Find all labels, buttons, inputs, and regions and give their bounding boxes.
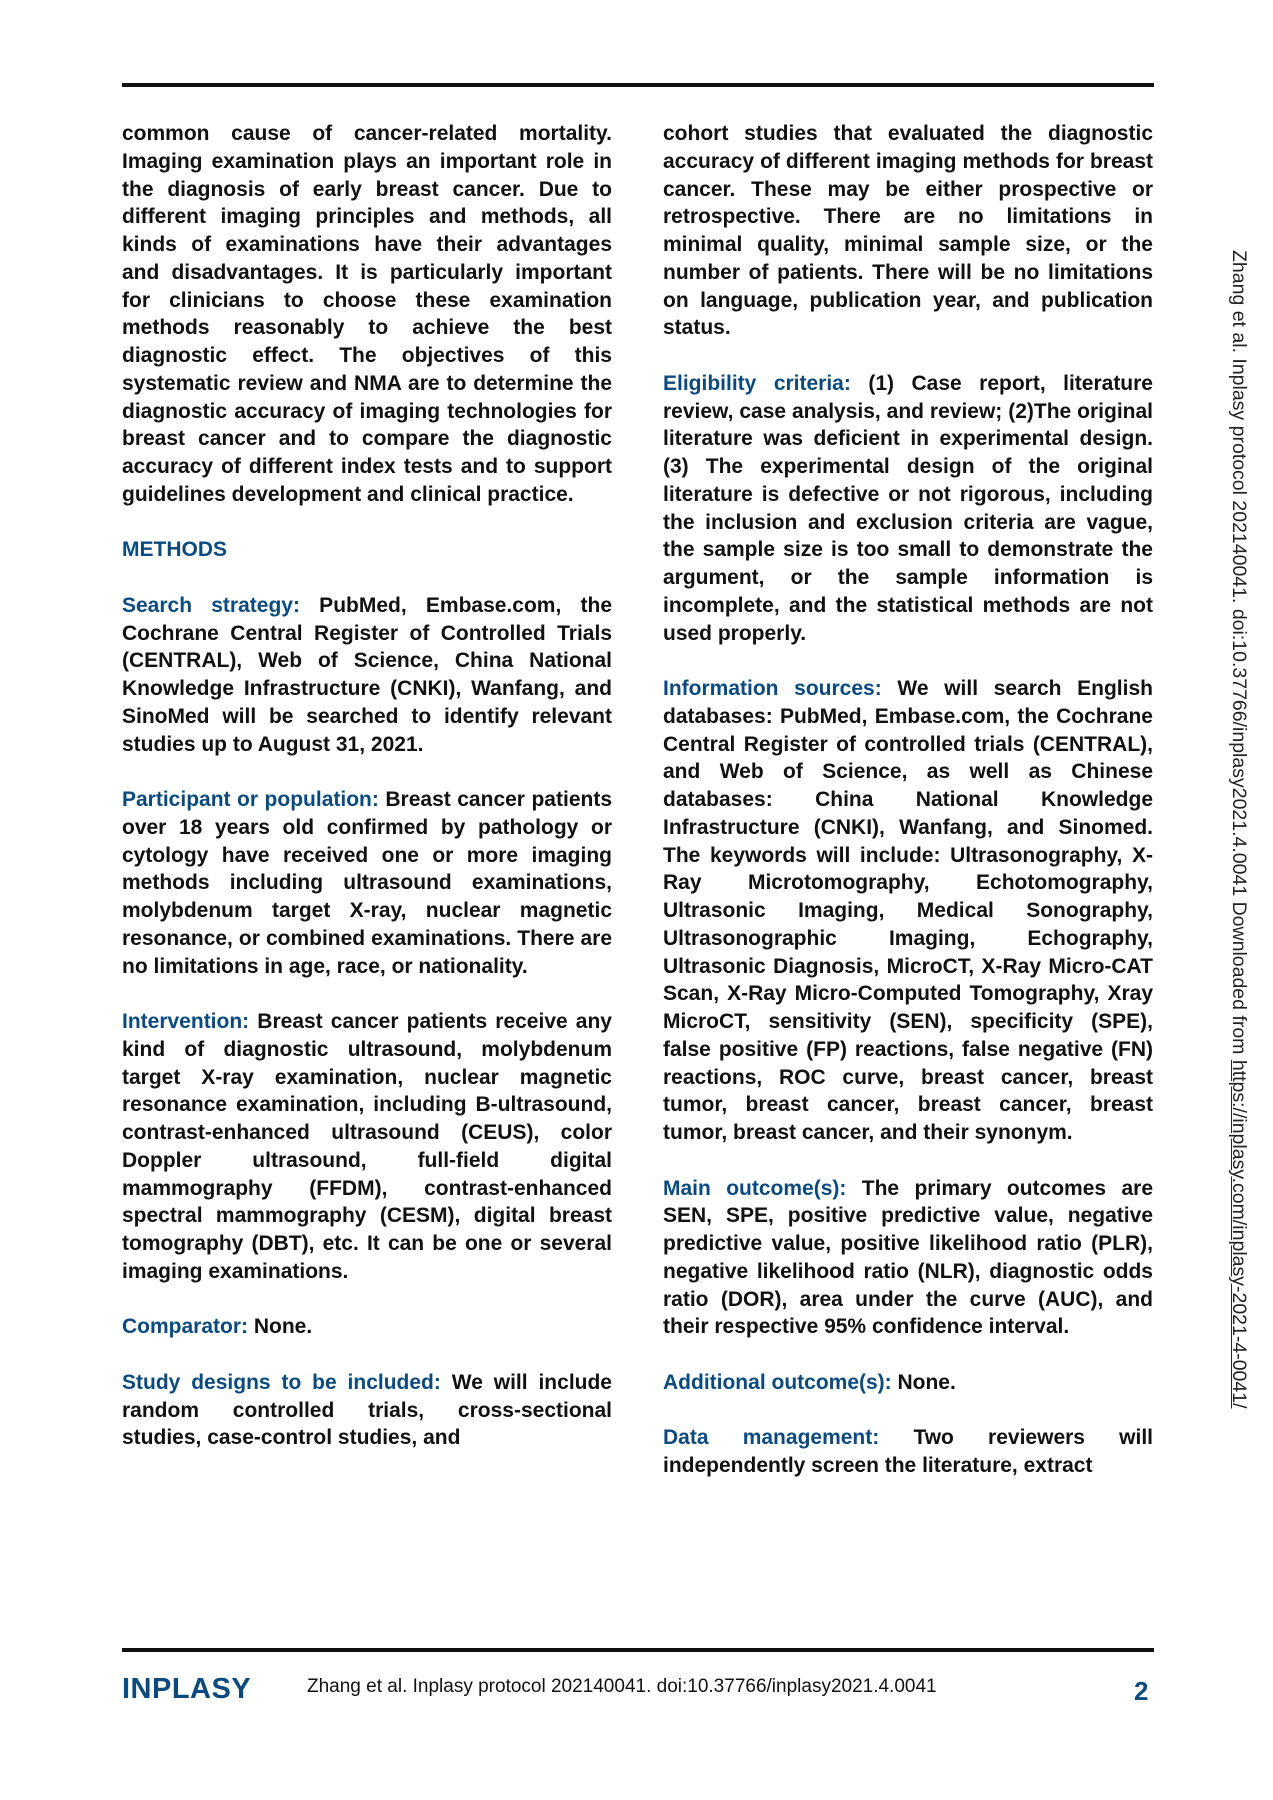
continuation-paragraph: cohort studies that evaluated the diagnostic accuracy of different imaging methods for breast cancer. These may be either prospective or retrospective. There are no limitations in minimal quality, minimal sample size, or the number of patients. There will be no limitations on language, publication year, and publication status. xyxy=(663,122,1153,340)
section-main-outcomes xyxy=(663,1175,1153,1342)
section-information-sources xyxy=(663,675,1153,1147)
footer-citation: Zhang et al. Inplasy protocol 202140041. doi:10.37766/inplasy2021.4.0041 xyxy=(307,1676,937,1697)
page-number: 2 xyxy=(1134,1676,1149,1706)
section-label: Comparator: xyxy=(122,1315,249,1339)
header-rule xyxy=(122,83,1154,87)
section-label: Intervention: xyxy=(122,1010,250,1033)
section-text: Two reviewers will independently screen the literature, extract xyxy=(663,1426,1153,1477)
section-text: The primary outcomes are SEN, SPE, positive predictive value, negative predictive value, positive likelihood ratio (PLR), negative likelihood ratio (NLR), diagnostic odds ratio (DOR), area under the curve (AUC), and their respective 95% confidence interval. xyxy=(663,1176,1153,1339)
section-text: We will search English databases: PubMed, Embase.com, the Cochrane Central Register of controlled trials (CENTRAL), and Web of Science, as well as Chinese databases: China National Knowledge Infrastructure (CNKI), Wanfang, and Sinomed. The keywords will include: Ultrasonography, X-Ray Microtomography, Echotomography, Ultrasonic Imaging, Medical Sonography, Ultrasonographic Imaging, Echography, Ultrasonic Diagnosis, MicroCT, X-Ray Micro-CAT Scan, X-Ray Micro-Computed Tomography, Xray MicroCT, sensitivity (SEN), specificity (SPE), false positive (FP) reactions, false negative (FN) reactions, ROC curve, breast cancer, breast tumor, breast cancer, breast cancer, breast tumor, breast cancer, and their synonym. xyxy=(663,677,1153,1144)
section-label: Eligibility criteria: xyxy=(663,371,851,395)
section-text: PubMed, Embase.com, the Cochrane Central Register of Controlled Trials (CENTRAL), Web of Science, China National Knowledge Infrastructure (CNKI), Wanfang, and SinoMed will be searched to identify relevant studies up to August 31, 2021. xyxy=(122,593,612,756)
section-eligibility xyxy=(663,370,1153,648)
methods-heading: METHODS xyxy=(122,538,227,562)
right-column xyxy=(663,120,1153,1508)
left-column xyxy=(122,120,612,1480)
section-text: Breast cancer patients receive any kind of diagnostic ultrasound, molybdenum target X-ray examination, nuclear magnetic resonance examination, including B-ultrasound, contrast-enhanced ultrasound (CEUS), color Doppler ultrasound, full-field digital mammography (FFDM), contrast-enhanced spectral mammography (CESM), digital breast tomography (DBT), etc. It can be one or several imaging examinations. xyxy=(122,1010,612,1283)
section-label: Search strategy: xyxy=(122,593,300,617)
section-text: None. xyxy=(248,1315,313,1339)
section-label: Information sources: xyxy=(663,677,882,700)
section-search-strategy xyxy=(122,592,612,759)
section-label: Participant or population: xyxy=(122,788,379,811)
section-label: Data management: xyxy=(663,1426,880,1450)
footer-brand-logo: INPLASY xyxy=(122,1673,252,1705)
section-label: Study designs to be included: xyxy=(122,1370,441,1394)
section-additional-outcomes xyxy=(663,1369,1153,1397)
section-study-designs xyxy=(122,1369,612,1452)
section-text: Breast cancer patients over 18 years old confirmed by pathology or cytology have received one or more imaging methods including ultrasound examinations, molybdenum target X-ray, nuclear magnetic resonance, or combined examinations. There are no limitations in age, race, or nationality. xyxy=(122,788,612,978)
section-text: None. xyxy=(891,1370,956,1394)
section-label: Main outcome(s): xyxy=(663,1176,847,1200)
section-text: (1) Case report, literature review, case analysis, and review; (2)The original literature was deficient in experimental design. (3) The experimental design of the original literature is defective or not rigorous, including the inclusion and exclusion criteria are vague, the sample size is too small to demonstrate the argument, or the sample information is incomplete, and the statistical methods are not used properly. xyxy=(663,371,1153,645)
footer-rule xyxy=(122,1648,1154,1652)
section-comparator xyxy=(122,1313,612,1341)
section-text: We will include random controlled trials, cross-sectional studies, case-control studies, and xyxy=(122,1370,612,1450)
section-data-management xyxy=(663,1424,1153,1480)
section-participant xyxy=(122,786,612,980)
side-note-text: Zhang et al. Inplasy protocol 202140041. doi:10.37766/inplasy2021.4.0041 Downloaded from xyxy=(1228,250,1250,1060)
side-download-note xyxy=(1227,250,1250,1409)
section-label: Additional outcome(s): xyxy=(663,1370,892,1394)
intro-paragraph: common cause of cancer-related mortality. Imaging examination plays an important role in the diagnosis of early breast cancer. Due to different imaging principles and methods, all kinds of examinations have their advantages and disadvantages. It is particularly important for clinicians to choose these examination methods reasonably to achieve the best diagnostic effect. The objectives of this systematic review and NMA are to determine the diagnostic accuracy of imaging technologies for breast cancer and to compare the diagnostic accuracy of different index tests and to support guidelines development and clinical practice. xyxy=(122,122,612,506)
side-note-link[interactable]: https://inplasy.com/inplasy-2021-4-0041/ xyxy=(1228,1059,1250,1409)
section-intervention xyxy=(122,1008,612,1286)
